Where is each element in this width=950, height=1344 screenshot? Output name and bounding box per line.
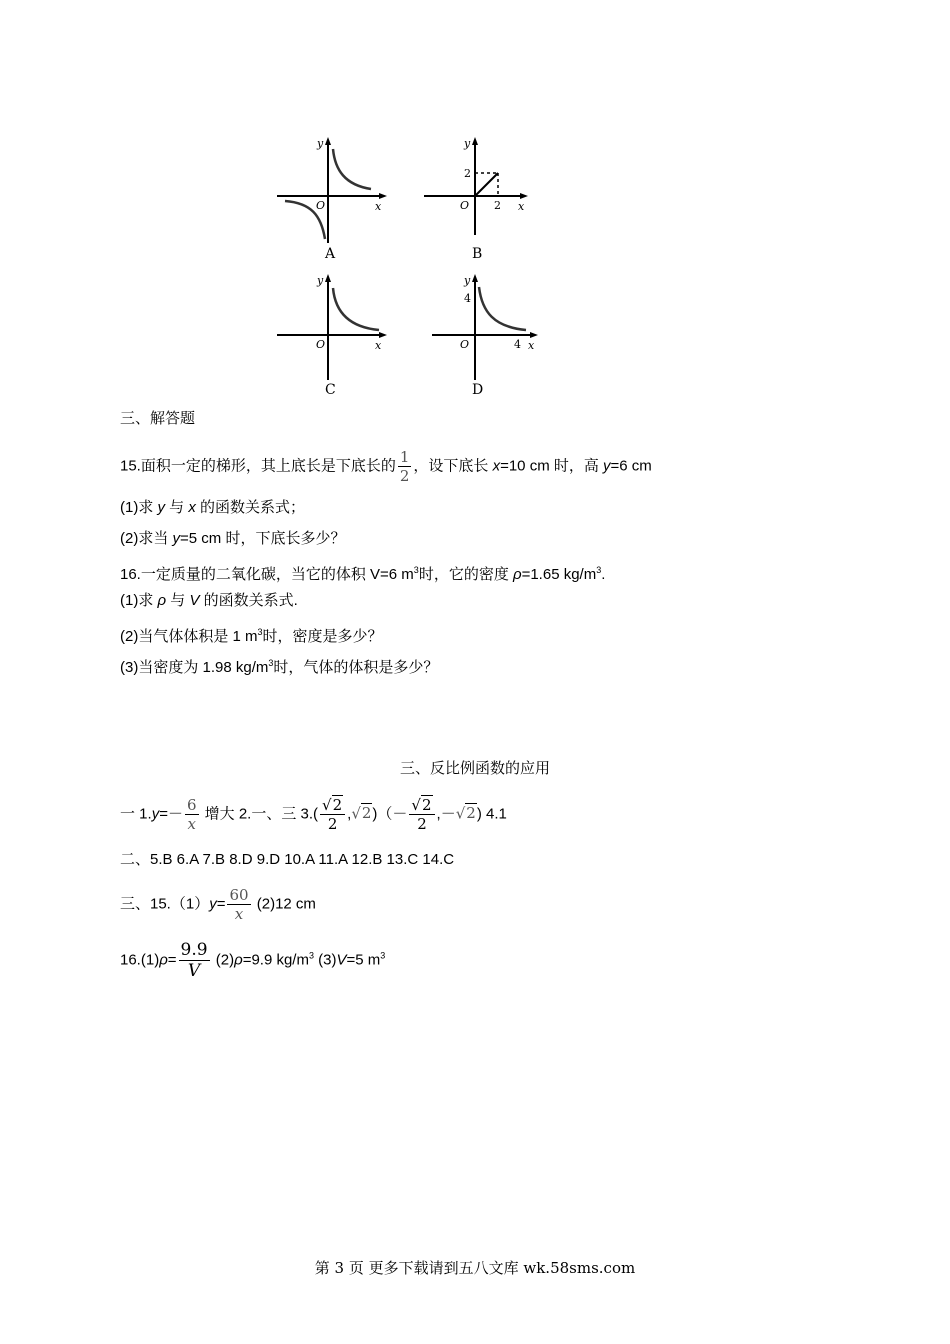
q15-text: ，设下底长 <box>413 457 493 475</box>
superscript: 3 <box>413 565 419 575</box>
answer-line-3 <box>120 886 316 923</box>
frac-num: 60 <box>229 886 249 904</box>
x-axis-label: x <box>528 339 535 352</box>
q16-p1-text: (1)求 <box>120 592 158 609</box>
q16-text: 16.一定质量的二氧化碳，当它的体积 V=6 m <box>120 566 414 583</box>
radicand: 2 <box>421 796 432 814</box>
q16-p3-text: 时，气体的体积是多少？ <box>273 659 439 676</box>
var-y: y <box>603 457 611 475</box>
answer-line-1 <box>120 796 507 833</box>
question-16-part-2 <box>120 621 383 648</box>
ans1-text: )（－ <box>372 805 408 823</box>
q15-text: =6 cm <box>610 457 652 475</box>
fraction-60-over-x <box>227 886 250 923</box>
q15-text: 15.面积一定的梯形，其上底长是下底长的 <box>120 457 396 475</box>
graph-c <box>275 272 390 382</box>
question-16 <box>120 559 605 586</box>
q16-text: 时，它的密度 <box>418 566 513 583</box>
superscript: 3 <box>380 950 386 961</box>
var-x: x <box>188 499 196 516</box>
page-footer: 第 3 页 更多下载请到五八文库 wk.58sms.com <box>314 1259 636 1277</box>
superscript: 3 <box>308 950 314 961</box>
var-rho: ρ <box>159 951 168 969</box>
graph-a-label: A <box>325 246 336 262</box>
radicand: 2 <box>332 796 343 814</box>
y-axis-label: y <box>317 137 324 150</box>
q15-p1-text: (1)求 <box>120 499 158 516</box>
question-15-part-2 <box>120 528 345 550</box>
frac-den: 2 <box>399 467 410 485</box>
answer-line-4 <box>120 940 385 981</box>
x-axis-label: x <box>518 200 525 213</box>
ans4-text: =9.9 kg/m <box>242 951 309 969</box>
question-16-part-1 <box>120 590 298 612</box>
sqrt-2: √2 <box>351 804 372 823</box>
fraction-sqrt2-over-2 <box>320 796 345 833</box>
section-heading: 三、解答题 <box>120 410 196 427</box>
q15-text: =10 cm 时，高 <box>500 457 604 475</box>
ans4-text: (3) <box>314 951 337 969</box>
ans1-text: ) 4.1 <box>476 805 507 823</box>
superscript: 3 <box>257 627 263 637</box>
ans4-text: (2) <box>211 951 235 969</box>
q15-p2-text: (2)求当 <box>120 530 173 547</box>
origin-label: O <box>316 338 326 351</box>
superscript: 3 <box>268 658 274 668</box>
frac-num: 6 <box>186 796 197 814</box>
sqrt-sign: √2 <box>411 796 432 814</box>
var-x: x <box>492 457 501 475</box>
origin-label: O <box>460 338 470 351</box>
ans1-text: , <box>347 805 352 823</box>
y-axis-label: y <box>464 274 471 287</box>
origin-label: O <box>460 199 470 212</box>
graph-a <box>275 135 390 245</box>
var-rho: ρ <box>157 592 167 609</box>
x-tick-label: 4 <box>514 338 521 351</box>
q15-p1-text: 的函数关系式； <box>195 499 306 516</box>
fraction-6-over-x <box>185 796 199 833</box>
fraction-9-9-over-v <box>179 940 210 981</box>
var-rho: ρ <box>234 951 243 969</box>
ans1-text: ,－ <box>436 805 456 823</box>
q16-p1-text: 与 <box>166 592 190 609</box>
ans4-text: 16.(1) <box>120 951 160 969</box>
ans3-text: 三、15.（1） <box>120 895 210 913</box>
frac-den: 2 <box>320 814 345 833</box>
y-axis-label: y <box>464 137 471 150</box>
ans1-text: 增大 2.一、三 3.( <box>200 805 319 823</box>
radicand: 2 <box>466 804 476 823</box>
y-axis-label: y <box>317 274 324 287</box>
y-tick-label: 2 <box>464 167 471 180</box>
var-y: y <box>172 530 181 547</box>
q16-p2-text: (2)当气体体积是 1 m <box>120 628 258 645</box>
ans1-text: 一 1. <box>120 805 152 823</box>
var-rho: ρ <box>512 566 522 583</box>
graph-c-label: C <box>325 382 336 398</box>
var-v: V <box>189 592 200 609</box>
sqrt-sign: √2 <box>322 796 343 814</box>
frac-den: x <box>227 904 250 923</box>
question-15 <box>120 448 652 485</box>
x-axis-label: x <box>375 200 382 213</box>
answer-line-2: 二、5.B 6.A 7.B 8.D 9.D 10.A 11.A 12.B 13.C 14.C <box>120 851 455 868</box>
origin-label: O <box>316 199 326 212</box>
frac-num: 1 <box>399 448 410 466</box>
var-v: V <box>336 951 347 969</box>
sqrt-2: √2 <box>455 804 476 823</box>
x-axis-label: x <box>375 339 382 352</box>
ans4-text: = <box>167 951 177 969</box>
frac-den: 2 <box>409 814 434 833</box>
ans4-text: =5 m <box>346 951 381 969</box>
frac-den: V <box>179 960 210 981</box>
frac-num: 9.9 <box>180 940 208 960</box>
q15-p2-text: =5 cm 时，下底长多少？ <box>180 530 346 547</box>
q16-p1-text: 的函数关系式. <box>199 592 298 609</box>
q16-p2-text: 时，密度是多少？ <box>262 628 383 645</box>
q16-p3-text: (3)当密度为 1.98 kg/m <box>120 659 269 676</box>
frac-den: x <box>185 814 199 833</box>
answer-title: 三、反比例函数的应用 <box>399 760 550 777</box>
graph-b <box>420 135 535 245</box>
fraction-one-half <box>398 448 412 485</box>
ans3-text: (2)12 cm <box>252 895 316 913</box>
q16-text: . <box>601 566 606 583</box>
graph-b-label: B <box>472 246 483 262</box>
superscript: 3 <box>596 565 602 575</box>
var-y: y <box>157 499 166 516</box>
q15-p1-text: 与 <box>165 499 189 516</box>
ans1-text: =－ <box>159 805 183 823</box>
var-y: y <box>151 805 160 823</box>
q16-text: =1.65 kg/m <box>521 566 597 583</box>
radicand: 2 <box>361 804 372 823</box>
question-15-part-1 <box>120 497 305 519</box>
fraction-sqrt2-over-2 <box>409 796 434 833</box>
ans3-text: = <box>216 895 226 913</box>
x-tick-label: 2 <box>494 199 501 212</box>
var-y: y <box>209 895 217 913</box>
y-tick-label: 4 <box>464 292 471 305</box>
graph-d-label: D <box>472 382 484 398</box>
graph-d <box>430 272 545 382</box>
question-16-part-3 <box>120 652 438 679</box>
